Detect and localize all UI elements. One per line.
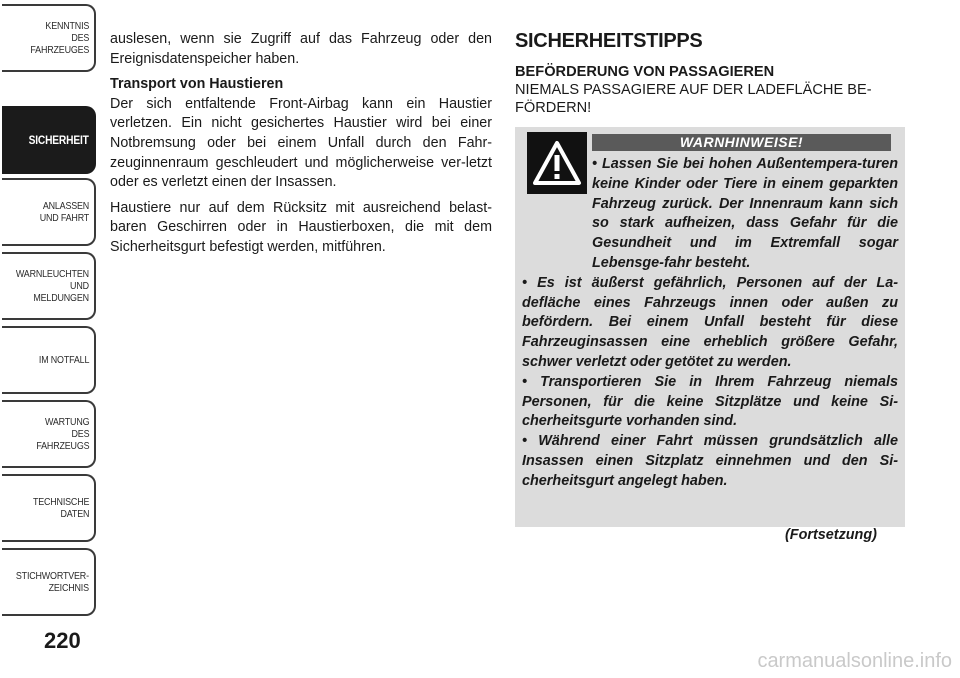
subsection-title: BEFÖRDERUNG VON PASSAGIEREN [515,64,775,80]
subsection-text: NIEMALS PASSAGIERE AUF DER LADEFLÄCHE BE-FÖRDERN! [515,82,872,116]
paragraph: Der sich entfaltende Front-Airbag kann ein Haustier verletzen. Ein nicht gesichertes Haustier wird bei einer Notbremsung oder bei einem Unfall durch den Fahr-zeuginnenraum geschleudert und möglicherweise ver-letzt oder es verletzt einen der Insassen. [110,95,492,191]
warning-box [515,127,905,527]
section-heading: Transport von Haustieren [110,76,284,93]
warning-body [522,155,898,492]
tab-im-notfall[interactable] [2,326,96,394]
section-title: SICHERHEITSTIPPS [515,30,703,52]
warning-header: WARNHINWEISE! [592,134,891,151]
warning-item: • Transportieren Sie in Ihrem Fahrzeug niemals Personen, für die keine Sitzplätze und keine Si-cherheitsgurte vorhanden sind. [522,373,898,430]
left-text-column [110,30,492,264]
tab-label: WARNLEUCHTEN UND MELDUNGEN [15,268,89,304]
warning-item: • Lassen Sie bei hohen Außentempera-turen keine Kinder oder Tiere in einem geparkten Fahrzeug zurück. Der Innenraum kann sich so stark aufheizen, dass Gefahr für die Gesundheit und im Extremfall sogar Lebensge-fahr besteht. [592,156,898,271]
tab-anlassen-und-fahrt[interactable] [2,178,96,246]
chapter-sidebar [0,0,98,678]
continuation-note: (Fortsetzung) [785,527,877,543]
tab-kenntnis-des-fahrzeuges[interactable] [2,4,96,72]
paragraph: Haustiere nur auf dem Rücksitz mit ausreichend belast-baren Geschirren oder in Haustierboxen, die mit dem Sicherheitsgurt befestigt werden, mitführen. [110,199,492,255]
tab-sicherheit[interactable] [2,106,96,174]
warning-item: • Während einer Fahrt müssen grundsätzlich alle Insassen einen Sitzplatz einnehmen und den Si-cherheitsgurt angelegt haben. [522,433,898,489]
tab-label: WARTUNG DES FAHRZEUGS [35,416,89,452]
tab-label: KENNTNIS DES FAHRZEUGES [30,20,89,56]
watermark: carmanualsonline.info [757,650,952,672]
warning-item: • Es ist äußerst gefährlich, Personen auf der La-defläche eines Fahrzeugs innen oder außen zu befördern. Bei einem Unfall besteht für diese Fahrzeuginsassen eine erheblich größere Gefahr, schwer verletzt oder getötet zu werden. [522,274,898,370]
tab-label: ANLASSEN UND FAHRT [39,200,89,224]
tab-wartung-des-fahrzeugs[interactable] [2,400,96,468]
tab-stichwortverzeichnis[interactable] [2,548,96,616]
tab-label: TECHNISCHE DATEN [32,496,89,520]
right-text-column [515,30,905,527]
tab-label: STICHWORTVER- ZEICHNIS [16,570,89,594]
tab-warnleuchten-und-meldungen[interactable] [2,252,96,320]
page-number: 220 [44,628,81,653]
tab-technische-daten[interactable] [2,474,96,542]
tab-label: SICHERHEIT [28,133,89,147]
paragraph: auslesen, wenn sie Zugriff auf das Fahrzeug oder den Ereignisdatenspeicher haben. [110,31,492,67]
tab-label: IM NOTFALL [38,354,89,366]
